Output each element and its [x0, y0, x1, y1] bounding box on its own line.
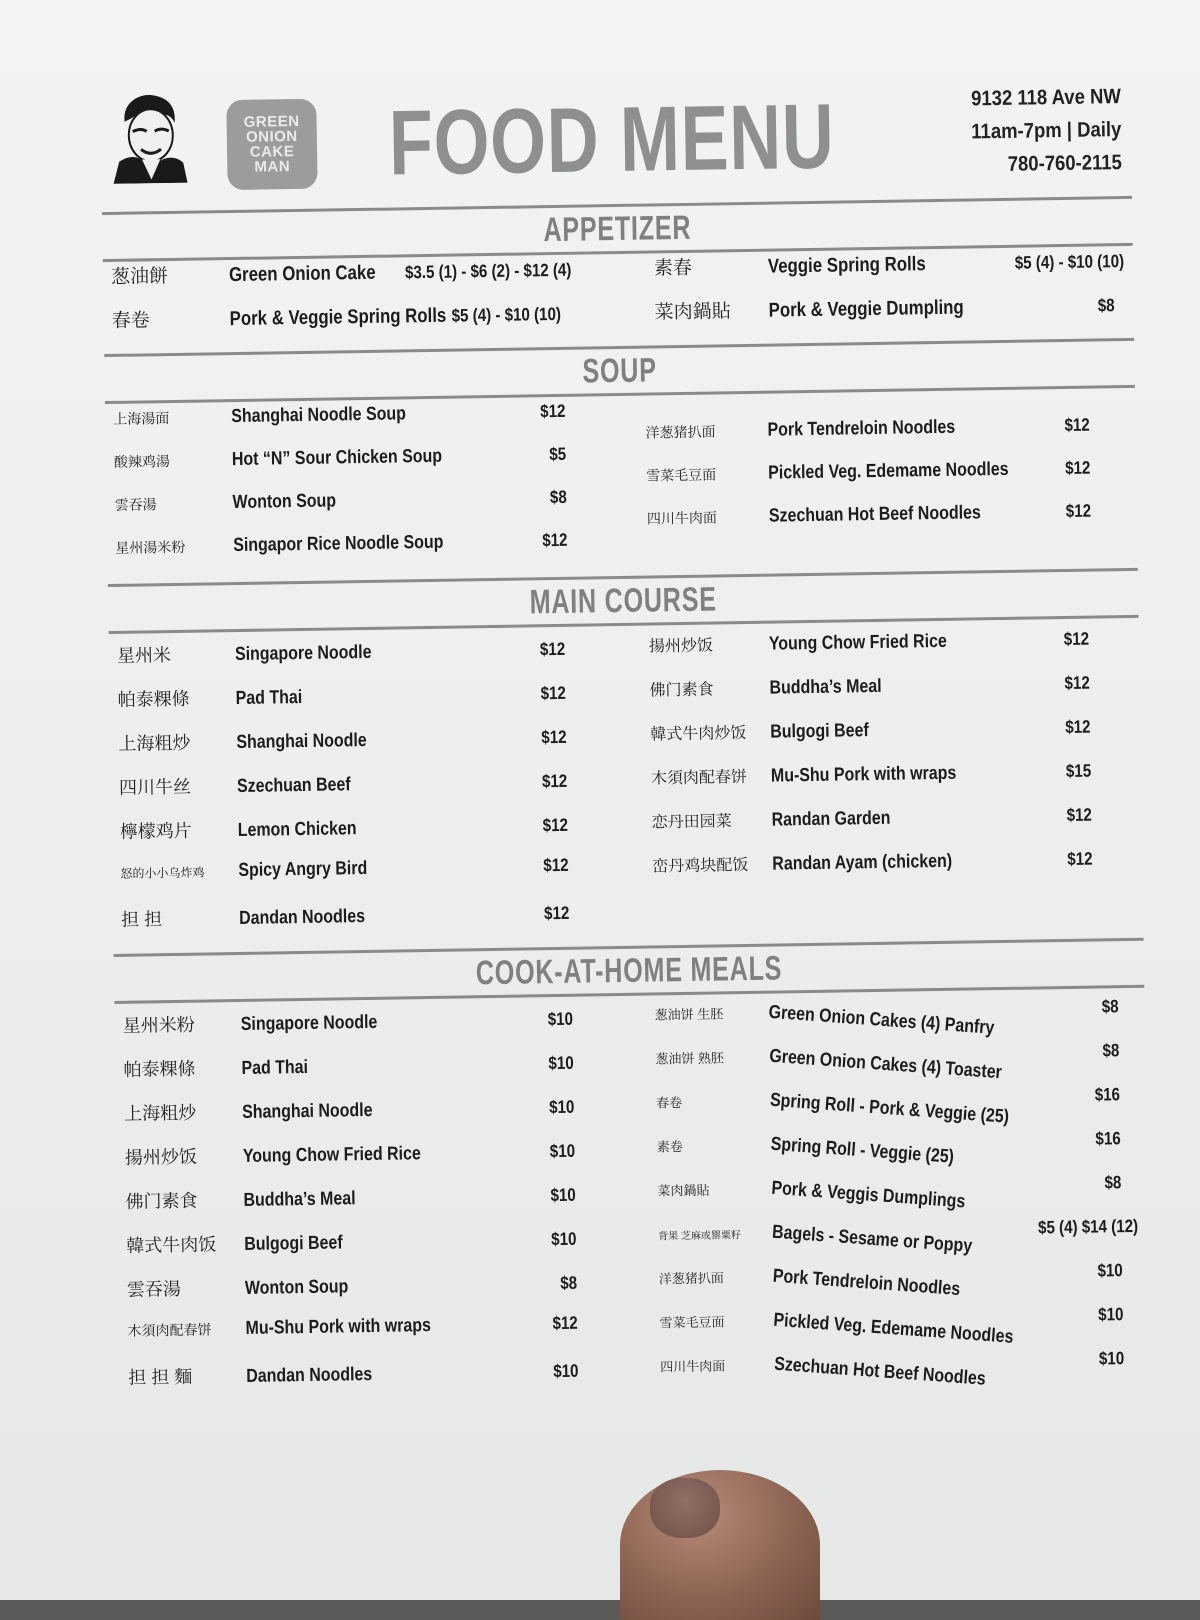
- cook-at-home-section: [114, 988, 1150, 1408]
- menu-item: [647, 500, 1128, 551]
- chef-portrait-icon: [110, 91, 187, 184]
- item-chinese-name: 上海湯面: [113, 410, 170, 427]
- section-title: APPETIZER: [543, 208, 692, 250]
- menu-item: [646, 457, 1127, 508]
- item-name: Szechuan Beef: [236, 774, 351, 798]
- item-price: $8: [1104, 1172, 1122, 1193]
- item-chinese-name: 洋葱猪扒面: [645, 423, 716, 441]
- cook-left-column: [114, 996, 648, 1408]
- item-name: Buddha’s Meal: [243, 1188, 356, 1211]
- item-name: Szechuan Hot Beef Noodles: [768, 502, 981, 527]
- menu-item: [654, 246, 1125, 297]
- item-chinese-name: 四川牛丝: [118, 776, 192, 798]
- item-chinese-name: 揚州炒饭: [648, 637, 714, 656]
- item-name: Pickled Veg. Edemame Noodles: [768, 458, 1009, 484]
- item-name: Pork & Veggie Dumpling: [768, 296, 964, 322]
- item-chinese-name: 葱油餅: [110, 266, 169, 288]
- logo-line: GREEN: [243, 112, 300, 131]
- item-name: Bulgogi Beef: [244, 1232, 343, 1255]
- item-chinese-name: 酸辣鸡湯: [113, 453, 171, 470]
- item-price: $10: [551, 1228, 577, 1250]
- item-chinese-name: 菜肉鍋貼: [654, 301, 731, 324]
- item-name: Young Chow Fried Rice: [242, 1143, 421, 1167]
- menu-item: [655, 1040, 1146, 1092]
- item-chinese-name: 木須肉配春饼: [127, 1321, 212, 1339]
- item-chinese-name: 雲吞湯: [114, 496, 157, 513]
- item-chinese-name: 星州湯米粉: [115, 538, 186, 556]
- item-chinese-name: 帕泰粿條: [117, 688, 190, 710]
- item-name: Pad Thai: [235, 686, 303, 710]
- menu-item: [650, 714, 1131, 766]
- menu-header: [100, 72, 1132, 208]
- main-right-column: [637, 618, 1134, 942]
- contact-info: [970, 80, 1122, 181]
- item-name: Singapore Noodle: [240, 1011, 378, 1035]
- item-price: $10: [553, 1360, 579, 1382]
- item-name: Randan Ayam (chicken): [772, 850, 953, 875]
- item-chinese-name: 星州米: [116, 645, 172, 666]
- item-price: $12: [541, 770, 568, 792]
- item-price: $12: [1065, 500, 1092, 521]
- logo-line: CAKE: [249, 143, 295, 161]
- item-chinese-name: 峦丹鸡块配饭: [652, 857, 749, 876]
- item-price: $12: [540, 682, 567, 704]
- menu-item: [649, 670, 1130, 722]
- item-name: Pork Tendreloin Noodles: [772, 1265, 961, 1301]
- item-chinese-name: 韓式牛肉炒饭: [650, 725, 747, 744]
- item-chinese-name: 上海粗炒: [118, 732, 191, 754]
- item-name: Lemon Chicken: [237, 818, 357, 842]
- item-chinese-name: 恋丹田园菜: [651, 813, 732, 832]
- item-name: Pork Tendreloin Noodles: [767, 416, 956, 441]
- soup-right-column: [633, 388, 1128, 572]
- item-name: Wonton Soup: [244, 1276, 349, 1299]
- menu-item: [657, 1128, 1148, 1180]
- cook-right-column: [642, 988, 1150, 1400]
- item-name: Dandan Noodles: [246, 1363, 373, 1387]
- section-title: SOUP: [582, 351, 657, 391]
- item-name: Wonton Soup: [232, 490, 337, 514]
- item-price: $5 (4) - $10 (10): [451, 303, 562, 326]
- item-name: Spring Roll - Pork & Veggie (25): [769, 1089, 1010, 1128]
- item-price: $12: [539, 638, 566, 660]
- menu-item: [651, 758, 1132, 810]
- item-chinese-name: 韓式牛肉饭: [126, 1234, 217, 1256]
- appetizer-right-column: [646, 246, 1125, 341]
- menu-item: [659, 1260, 1150, 1312]
- item-name: Buddha’s Meal: [769, 675, 882, 699]
- logo-line: MAN: [254, 158, 291, 176]
- item-name: Shanghai Noodle: [236, 729, 367, 754]
- item-name: Veggie Spring Rolls: [767, 253, 926, 278]
- item-chinese-name: 木須肉配春饼: [650, 769, 748, 788]
- menu-item: [656, 1084, 1147, 1136]
- item-chinese-name: 担 担: [120, 909, 163, 930]
- thumb-image: [620, 1470, 820, 1620]
- menu-item: [660, 1348, 1151, 1400]
- menu-item: [128, 1356, 649, 1408]
- item-chinese-name: 春卷: [655, 1095, 683, 1111]
- item-name: Singapore Noodle: [234, 641, 372, 666]
- appetizer-section: [103, 246, 1134, 350]
- thumbnail-nail-image: [650, 1478, 720, 1538]
- section-title: MAIN COURSE: [529, 580, 717, 622]
- hours: 11am-7pm | Daily: [970, 118, 1122, 144]
- item-name: Hot “N” Sour Chicken Soup: [231, 445, 443, 471]
- item-chinese-name: 佛门素食: [125, 1190, 198, 1212]
- item-chinese-name: 春卷: [111, 310, 150, 332]
- item-name: Green Onion Cakes (4) Toaster: [768, 1045, 1003, 1084]
- menu-item: [655, 996, 1146, 1048]
- item-chinese-name: 雪菜毛豆面: [659, 1314, 725, 1331]
- item-chinese-name: 葱油饼 熟胚: [655, 1050, 725, 1067]
- item-price: $10: [548, 1052, 574, 1074]
- item-price: $12: [542, 814, 569, 836]
- menu-item: [659, 1304, 1150, 1356]
- section-title: COOK-AT-HOME MEALS: [475, 949, 783, 993]
- item-name: Green Onion Cakes (4) Panfry: [767, 1001, 996, 1039]
- item-price: $16: [1094, 1084, 1121, 1105]
- item-price: $12: [543, 854, 569, 876]
- item-chinese-name: 星州米粉: [122, 1014, 195, 1036]
- item-name: Shanghai Noodle: [242, 1099, 373, 1123]
- item-price: $12: [540, 400, 566, 422]
- appetizer-left-column: [103, 254, 647, 351]
- item-price: $16: [1095, 1128, 1121, 1149]
- item-price: $12: [543, 902, 570, 924]
- phone: 780-760-2115: [1007, 151, 1122, 176]
- item-chinese-name: 四川牛肉面: [646, 509, 718, 527]
- logo-line: ONION: [245, 127, 298, 146]
- main-left-column: [109, 626, 642, 950]
- item-name: Young Chow Fried Rice: [768, 630, 947, 655]
- item-price: $12: [1065, 716, 1091, 738]
- page-title: FOOD MENU: [388, 85, 836, 195]
- item-name: Mu-Shu Pork with wraps: [770, 762, 957, 787]
- item-price: $10: [548, 1096, 575, 1118]
- item-chinese-name: 雪菜毛豆面: [646, 466, 717, 484]
- item-chinese-name: 葱油饼 生胚: [654, 1006, 724, 1023]
- item-chinese-name: 洋葱猪扒面: [658, 1270, 724, 1287]
- menu-item: [658, 1216, 1149, 1268]
- brand-logo: [226, 99, 317, 190]
- item-chinese-name: 帕泰粿條: [123, 1058, 196, 1080]
- menu-item: [115, 529, 636, 580]
- item-price: $8: [1102, 1040, 1120, 1061]
- menu-item: [654, 290, 1125, 341]
- item-name: Shanghai Noodle Soup: [231, 403, 407, 428]
- menu-item: [652, 846, 1133, 898]
- menu-item: [645, 414, 1126, 465]
- item-price: $10: [547, 1008, 574, 1030]
- item-price: $12: [1066, 804, 1092, 825]
- soup-left-column: [105, 396, 636, 580]
- main-course-section: [109, 618, 1144, 950]
- item-chinese-name: 菜肉鍋貼: [657, 1182, 710, 1199]
- item-chinese-name: 素春: [653, 257, 693, 280]
- menu-item: [111, 298, 647, 350]
- item-chinese-name: 檸檬鸡片: [119, 820, 192, 842]
- item-price: $10: [549, 1140, 576, 1162]
- item-name: Dandan Noodles: [238, 906, 366, 930]
- item-price: $12: [542, 529, 568, 551]
- menu-sheet: [100, 72, 1153, 1568]
- item-price: $5: [549, 443, 567, 465]
- item-chinese-name: 佛门素食: [649, 681, 714, 700]
- item-name: Pickled Veg. Edemame Noodles: [772, 1309, 1015, 1348]
- item-name: Bulgogi Beef: [770, 720, 869, 743]
- item-price: $10: [550, 1184, 576, 1206]
- item-name: Randan Garden: [771, 807, 891, 831]
- item-name: Mu-Shu Pork with wraps: [245, 1315, 432, 1339]
- item-chinese-name: 四川牛肉面: [660, 1358, 726, 1375]
- item-price: $10: [1098, 1304, 1124, 1325]
- address: 9132 118 Ave NW: [970, 85, 1121, 111]
- item-price: $12: [552, 1312, 578, 1334]
- item-price: $8: [560, 1272, 578, 1294]
- item-price: $12: [1064, 457, 1091, 478]
- menu-item: [121, 898, 642, 950]
- item-price: $12: [541, 726, 567, 748]
- item-chinese-name: 揚州炒饭: [124, 1146, 198, 1168]
- item-chinese-name: 上海粗炒: [124, 1102, 197, 1124]
- soup-section: [105, 388, 1138, 580]
- item-price: $12: [1067, 848, 1093, 869]
- item-price: $12: [1064, 672, 1090, 694]
- item-name: Singapor Rice Noodle Soup: [233, 531, 444, 557]
- item-price: $8: [549, 486, 567, 508]
- item-chinese-name: 背果 芝麻或罂粟籽: [658, 1230, 742, 1243]
- item-price: $12: [1063, 628, 1090, 650]
- item-name: Szechuan Hot Beef Noodles: [773, 1353, 987, 1390]
- item-price: $8: [1097, 295, 1115, 316]
- item-name: Green Onion Cake: [228, 261, 376, 287]
- menu-item: [657, 1172, 1148, 1224]
- item-price: $15: [1065, 760, 1092, 782]
- item-name: Pad Thai: [241, 1056, 309, 1079]
- item-chinese-name: 怒的小小乌炸鸡: [120, 865, 205, 881]
- item-price: $5 (4) - $10 (10): [1014, 251, 1125, 273]
- item-price: $10: [1097, 1260, 1123, 1281]
- item-price: $5 (4) $14 (12): [1037, 1215, 1139, 1238]
- item-chinese-name: 担 担 麵: [128, 1366, 193, 1388]
- item-price: $10: [1098, 1348, 1125, 1369]
- item-name: Pork & Veggie Spring Rolls: [229, 304, 447, 331]
- item-price: $3.5 (1) - $6 (2) - $12 (4): [404, 259, 572, 283]
- item-price: $8: [1101, 996, 1119, 1017]
- item-name: Pork & Veggis Dumplings: [770, 1177, 966, 1213]
- item-name: Spring Roll - Veggie (25): [770, 1133, 955, 1168]
- item-name: Spicy Angry Bird: [238, 857, 368, 882]
- item-name: Bagels - Sesame or Poppy: [771, 1221, 973, 1257]
- item-chinese-name: 雲吞湯: [126, 1278, 182, 1300]
- menu-item: [649, 626, 1130, 678]
- item-price: $12: [1064, 414, 1090, 435]
- item-chinese-name: 素卷: [656, 1139, 683, 1155]
- menu-item: [651, 802, 1132, 854]
